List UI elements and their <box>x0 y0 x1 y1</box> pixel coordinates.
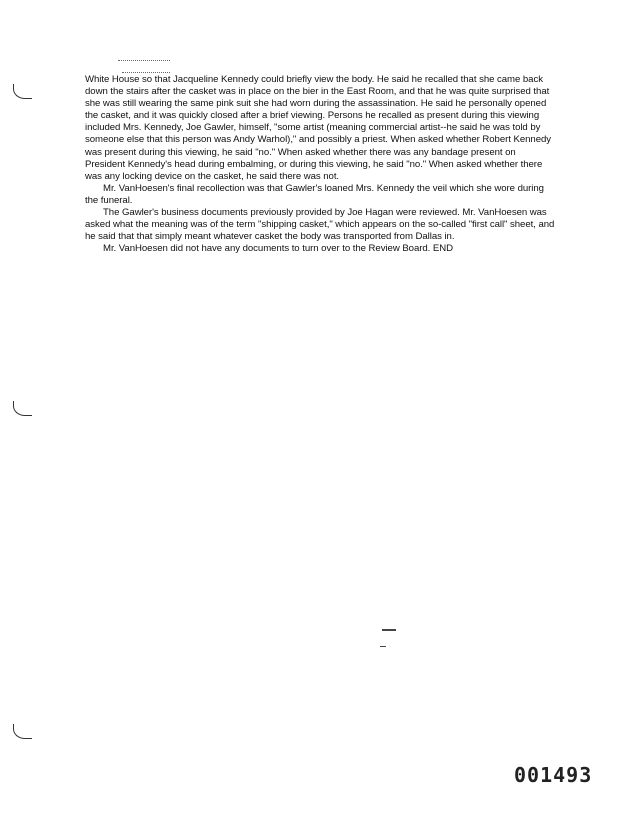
scan-artifact-line <box>122 72 170 73</box>
memo-body <box>85 74 555 255</box>
scan-artifact-line <box>118 60 170 61</box>
scan-artifact-mark <box>382 629 396 631</box>
binder-hole-mark <box>13 401 32 416</box>
memo-paragraph: Mr. VanHoesen did not have any documents to turn over to the Review Board. END <box>103 243 454 255</box>
memo-paragraph: Mr. VanHoesen's final recollection was that Gawler's loaned Mrs. Kennedy the veil which she wore during the funeral. <box>85 182 544 206</box>
memo-paragraph: The Gawler's business documents previously provided by Joe Hagan were reviewed. Mr. VanHoesen was asked what the meaning was of the term "shipping casket," which appears on the so-called "first call" sheet, and he said that that simply meant whatever casket the body was transported from Dallas in. <box>85 207 555 243</box>
memo-paragraph: White House so that Jacqueline Kennedy could briefly view the body. He said he recalled that she came back down the stairs after the casket was in place on the bier in the East Room, and that he was quite surprised that she was still wearing the same pink suit she had worn during the assassination. He said he personally opened the casket, and it was quickly closed after a brief viewing. Persons he recalled as present during this viewing included Mrs. Kennedy, Joe Gawler, himself, "some artist (meaning commercial artist--he said he was told by someone else that this person was Andy Warhol)," and possibly a priest. When asked whether Robert Kennedy was present during this viewing, he said "no." When asked whether there was any bandage present on President Kennedy's head during embalming, or during this viewing, he said "no." When asked whether there was any locking device on the casket, he said there was not. <box>85 74 552 182</box>
document-number: 001493 <box>514 763 593 787</box>
binder-hole-mark <box>13 84 32 99</box>
binder-hole-mark <box>13 724 32 739</box>
scan-artifact-mark <box>380 646 386 647</box>
